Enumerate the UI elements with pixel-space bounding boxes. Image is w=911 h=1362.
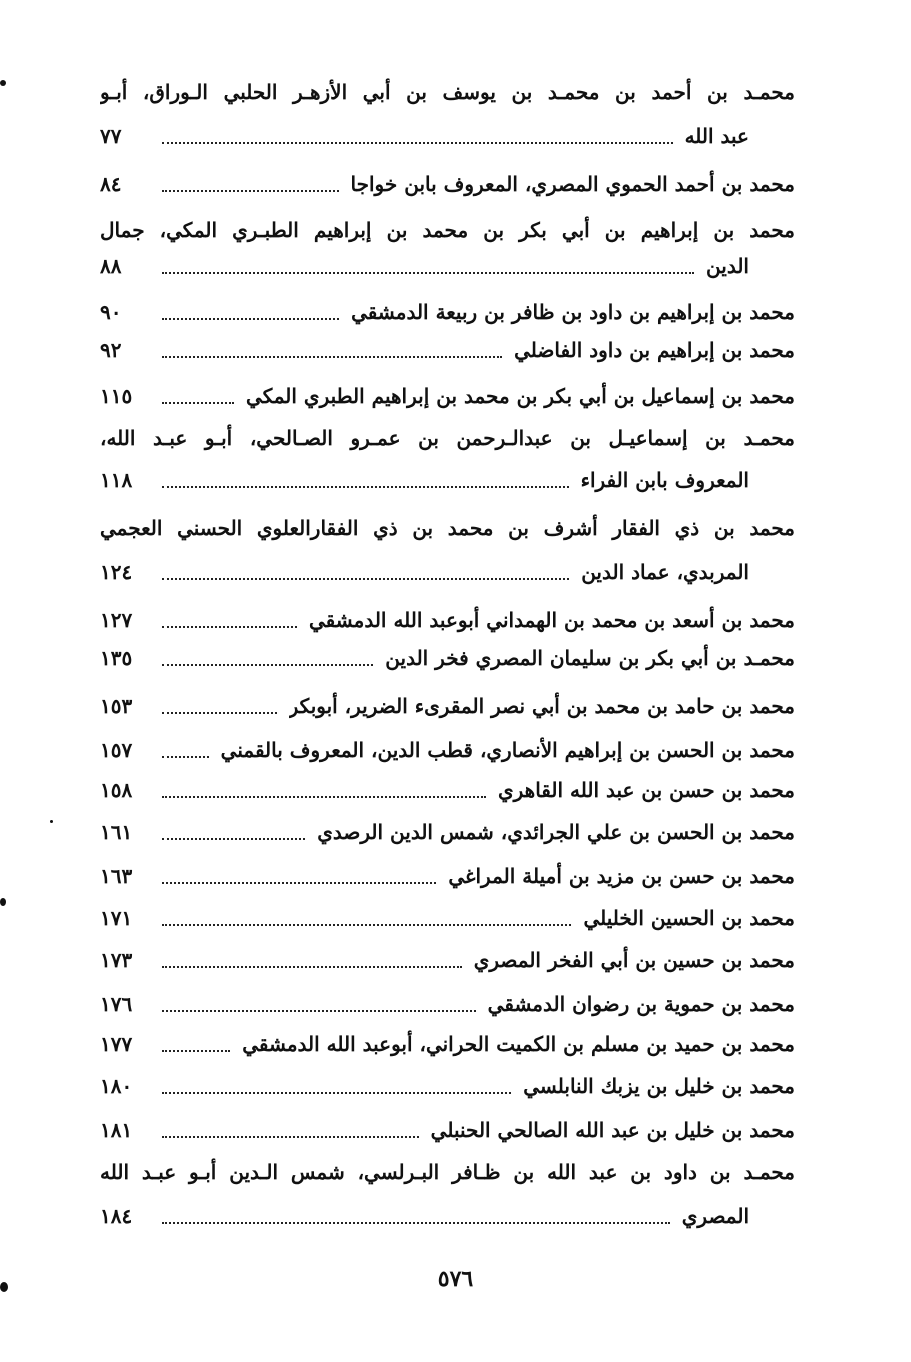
entry-name: محمـد بن أحمد بن محمـد بن يوسف بن أبي الأزهـر الحلبي الـوراق، أبـو — [100, 80, 795, 104]
entry-name: محمد بن أسعد بن محمد بن الهمداني أبوعبد الله الدمشقي — [309, 608, 795, 632]
entry-name: محمد بن الحسين الخليلي — [583, 906, 795, 930]
entry-page-number: ١٧٦ — [100, 992, 133, 1016]
dot-leader — [162, 756, 209, 758]
index-entry — [100, 808, 795, 848]
index-entry-line — [100, 68, 795, 108]
entry-page-number: ٨٨ — [100, 254, 122, 278]
dot-leader — [162, 272, 694, 274]
entry-name: المعروف بابن الفراء — [580, 468, 749, 492]
entry-page-number: ١٦١ — [100, 820, 133, 844]
dot-leader — [162, 318, 339, 320]
entry-page-number: ١٨١ — [100, 1118, 133, 1142]
entry-name: محمد بن الحسن بن إبراهيم الأنصاري، قطب الدين، المعروف بالقمني — [220, 738, 795, 762]
dot-leader — [162, 1136, 419, 1138]
index-entry-line — [100, 1148, 795, 1188]
index-entry-line — [100, 414, 795, 454]
dot-leader — [162, 1010, 476, 1012]
entry-page-number: ٩٠ — [100, 300, 122, 324]
entry-name: عبد الله — [684, 124, 749, 148]
entry-page-number: ١٨٤ — [100, 1204, 133, 1228]
page-number: ٥٧٦ — [437, 1266, 474, 1292]
dot-leader — [162, 1050, 230, 1052]
entry-name: محمد بن خليل بن يزبك النابلسي — [523, 1074, 795, 1098]
entry-page-number: ١١٨ — [100, 468, 133, 492]
dot-leader — [162, 664, 373, 666]
entry-name: محمد بن خليل بن عبد الله الصالحي الحنبلي — [430, 1118, 795, 1142]
index-entry — [100, 766, 795, 806]
entry-name: محمد بن أحمد الحموي المصري، المعروف بابن خواجا — [350, 172, 795, 196]
dot-leader — [162, 626, 297, 628]
entry-page-number: ١١٥ — [100, 384, 133, 408]
dot-leader — [162, 1092, 511, 1094]
entry-name: محمد بن إبراهيم بن داود الفاضلي — [514, 338, 795, 362]
dot-leader — [162, 924, 571, 926]
dot-leader — [162, 838, 305, 840]
index-entry — [100, 456, 795, 496]
margin-mark — [0, 898, 6, 906]
margin-mark — [50, 820, 53, 823]
index-entry — [100, 682, 795, 722]
entry-page-number: ١٨٠ — [100, 1074, 133, 1098]
dot-leader — [162, 190, 339, 192]
entry-name: الدين — [706, 254, 749, 278]
entry-name: محمد بن حسن بن مزيد بن أميلة المراغي — [448, 864, 795, 888]
entry-page-number: ١٧٧ — [100, 1032, 133, 1056]
entry-page-number: ٨٤ — [100, 172, 122, 196]
entry-page-number: ١٥٣ — [100, 694, 133, 718]
entry-page-number: ١٧١ — [100, 906, 133, 930]
index-entry-line — [100, 206, 795, 246]
index-entry-line — [100, 504, 795, 544]
dot-leader — [162, 142, 673, 144]
entry-name: محمد بن حسين بن أبي الفخر المصري — [473, 948, 795, 972]
entry-name: محمـد بن إسماعيـل بن عبدالـرحمن بن عمـرو الصـالحي، أبـو عبـد الله، — [100, 426, 795, 450]
index-entry — [100, 372, 795, 412]
dot-leader — [162, 578, 569, 580]
entry-name: المصري — [681, 1204, 749, 1228]
index-entry — [100, 1020, 795, 1060]
entry-page-number: ٧٧ — [100, 124, 122, 148]
entry-page-number: ٩٢ — [100, 338, 122, 362]
margin-mark — [0, 80, 6, 86]
entry-name: محمـد بن أبي بكر بن سليمان المصري فخر الدين — [385, 646, 795, 670]
entry-name: محمد بن حسن بن عبد الله القاهري — [497, 778, 795, 802]
index-entry — [100, 326, 795, 366]
dot-leader — [162, 402, 234, 404]
index-entry — [100, 596, 795, 636]
entry-name: محمد بن الحسن بن علي الجرائدي، شمس الدين الرصدي — [317, 820, 795, 844]
index-entry — [100, 852, 795, 892]
index-entry — [100, 936, 795, 976]
entry-name: محمد بن حامد بن محمد بن أبي نصر المقرىء الضرير، أبوبكر — [288, 694, 795, 718]
entry-page-number: ١٢٧ — [100, 608, 133, 632]
index-entry — [100, 894, 795, 934]
index-entry — [100, 242, 795, 282]
entry-name: محمـد بن داود بن عبد الله بن ظـافر البـرلسي، شمس الـدين أبـو عبـد الله — [100, 1160, 795, 1184]
entry-page-number: ١٢٤ — [100, 560, 133, 584]
index-entry — [100, 160, 795, 200]
index-entry — [100, 634, 795, 674]
index-entry — [100, 548, 795, 588]
index-entry — [100, 112, 795, 152]
entry-name: محمد بن إبراهيم بن أبي بكر بن محمد بن إبراهيم الطبـري المكي، جمال — [100, 218, 795, 242]
entry-page-number: ١٥٨ — [100, 778, 133, 802]
entry-name: محمد بن إسماعيل بن أبي بكر بن محمد بن إبراهيم الطبري المكي — [246, 384, 795, 408]
dot-leader — [162, 796, 486, 798]
margin-mark — [0, 1282, 8, 1292]
entry-page-number: ١٣٥ — [100, 646, 133, 670]
dot-leader — [162, 356, 502, 358]
entry-name: محمد بن ذي الفقار أشرف بن محمد بن ذي الفقارالعلوي الحسني العجمي — [100, 516, 795, 540]
entry-name: المربدي، عماد الدين — [581, 560, 749, 584]
dot-leader — [162, 966, 462, 968]
dot-leader — [162, 882, 436, 884]
entry-page-number: ١٥٧ — [100, 738, 133, 762]
index-entry — [100, 726, 795, 766]
entry-page-number: ١٦٣ — [100, 864, 133, 888]
index-entry — [100, 288, 795, 328]
entry-name: محمد بن حميد بن مسلم بن الكميت الحراني، أبوعبد الله الدمشقي — [242, 1032, 795, 1056]
entry-name: محمد بن حموية بن رضوان الدمشقي — [487, 992, 795, 1016]
index-entry — [100, 1192, 795, 1232]
dot-leader — [162, 712, 277, 714]
index-entry — [100, 1062, 795, 1102]
index-entry — [100, 1106, 795, 1146]
dot-leader — [162, 486, 569, 488]
dot-leader — [162, 1222, 670, 1224]
entry-page-number: ١٧٣ — [100, 948, 133, 972]
index-entry — [100, 980, 795, 1020]
entry-name: محمد بن إبراهيم بن داود بن ظافر بن ربيعة الدمشقي — [351, 300, 795, 324]
